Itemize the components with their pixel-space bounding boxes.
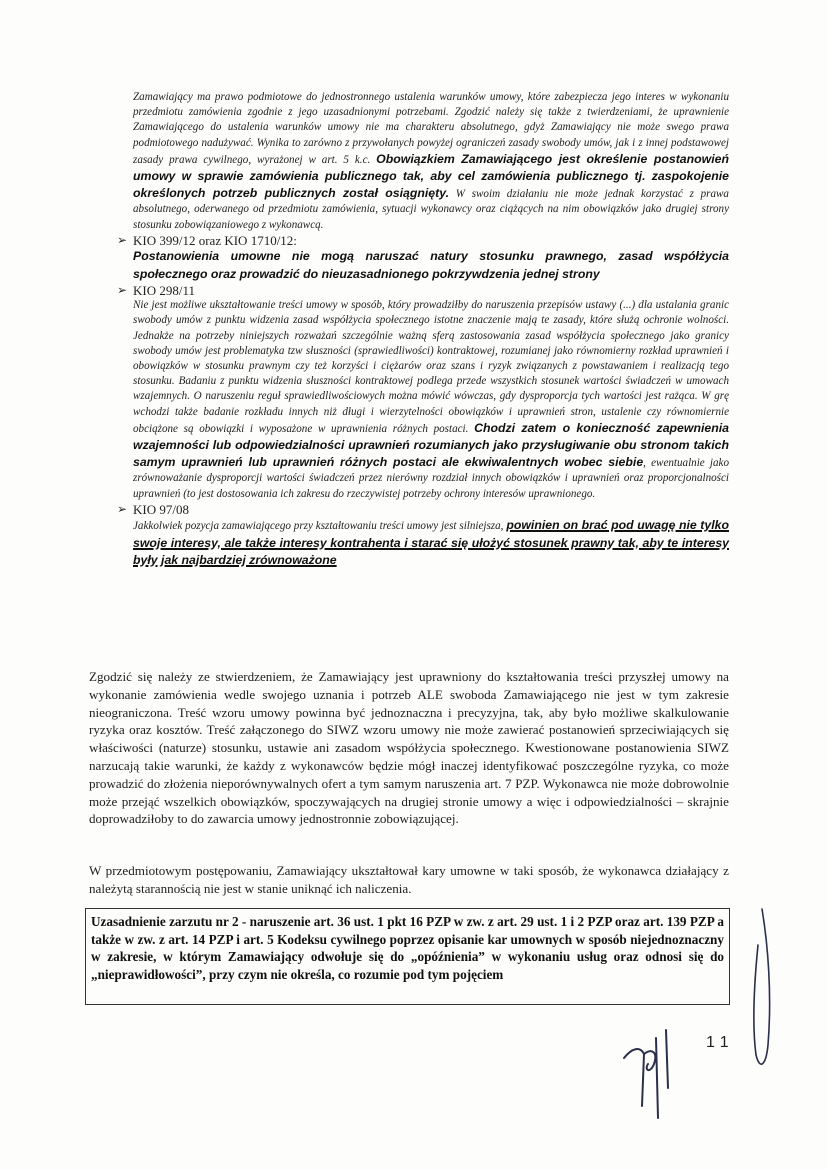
kio-citation-3-body: Jakkolwiek pozycja zamawiającego przy kształtowaniu treści umowy jest silniejsza, bbox=[133, 520, 504, 533]
argument-heading-box bbox=[85, 908, 730, 1005]
bullet-arrow-icon: ➢ bbox=[117, 282, 128, 297]
kio-citation-3 bbox=[117, 501, 729, 518]
kio-citation-2 bbox=[117, 282, 729, 299]
initial-mark bbox=[738, 905, 778, 1075]
quote-bold-obligation: Obowiązkiem Zamawiającego jest określenie postanowień umowy w sprawie zamówienia publicznego tak, aby cel zamówienia publicznego tj. zaspokojenie określonych potrzeb publicznych został osiągnięty. bbox=[133, 151, 729, 201]
body-paragraph-2: W przedmiotowym postępowaniu, Zamawiający ukształtował kary umowne w taki sposób, że wykonawca działający z należytą starannością nie jest w stanie uniknąć ich naliczenia. bbox=[89, 863, 729, 896]
quote-tail-text: W swoim działaniu nie może jednak korzystać z prawa absolutnego, oderwanego od przedmiotu zamówienia, sytuacji wykonawcy oraz ciążących na nim obowiązków jako drugiej strony stosunku zobowiązaniowego z wykonawcą. bbox=[133, 188, 729, 231]
quoted-jurisprudence bbox=[117, 90, 729, 569]
signature-mark bbox=[618, 1018, 698, 1128]
quote-paragraph-1 bbox=[133, 90, 729, 233]
argument-heading-text: Uzasadnienie zarzutu nr 2 - naruszenie art. 36 ust. 1 pkt 16 PZP w zw. z art. 29 ust. 1 i 2 PZP oraz art. 139 PZP a także w zw. z art. 14 PZP i art. 5 Kodeksu cywilnego poprzez opisanie kar umownych w sposób niejednoznaczny w zakresie, w którym Zamawiający odwołuje się do „opóźnienia” w wykonaniu usług oraz odnosi się do „nieprawidłowości”, przy czym nie określa, co rozumie pod tym pojęciem bbox=[91, 914, 724, 982]
kio-citation-1-text bbox=[133, 248, 729, 282]
kio-citation-1-bold: Postanowienia umowne nie mogą naruszać natury stosunku prawnego, zasad współżycia społecznego oraz prowadzić do nieuzasadnionego pokrzywdzenia jednej strony bbox=[133, 249, 729, 281]
bullet-arrow-icon: ➢ bbox=[117, 232, 128, 247]
kio-citation-2-text bbox=[133, 298, 729, 502]
kio-citation-1 bbox=[117, 232, 729, 249]
kio-citation-2-bold: Chodzi zatem o konieczność zapewnienia wzajemności lub odpowiedzialności uprawnień rozumianych jako przysługiwanie obu stronom takich samym uprawnień lub uprawnień różnych postaci ale ekwiwalentnych wobec siebie bbox=[133, 420, 729, 470]
body-paragraph-1: Zgodzić się należy ze stwierdzeniem, że Zamawiający jest uprawniony do kształtowania treści przyszłej umowy na wykonanie zamówienia wedle swojego uznania i potrzeb ALE swoboda Zamawiającego nie jest w tym zakresie nieograniczona. Treść wzoru umowy powinna być jednoznaczna i precyzyjna, tak, aby było możliwe skalkulowanie ryzyka oraz kosztów. Treść załączonego do SIWZ wzoru umowy nie może zawierać postanowień sprzeciwiających się właściwości (naturze) stosunku, ustawie ani zasadom współżycia społecznego. Kwestionowane postanowienia SIWZ narzucają takie warunki, że każdy z wykonawców będzie mógł inaczej identyfikować poszczególne ryzyka, co może prowadzić do złożenia nieporównywalnych ofert a tym samym naruszenia art. 7 PZP. Wykonawca nie może dobrowolnie może przejąć wszelkich obowiązków, spoczywających na drugiej stronie umowy a więc i odpowiedzialności – skrajnie doprowadziłoby to do zawarcia umowy jednostronnie zobowiązującej. bbox=[89, 669, 729, 827]
kio-citation-3-bold-underlined: powinien on brać pod uwagę nie tylko swoje interesy, ale także interesy kontrahenta i starać się ułożyć stosunek prawny tak, aby te interesy były jak najbardziej zrównoważone bbox=[133, 518, 729, 567]
quote-intro-text: Zamawiający ma prawo podmiotowe do jednostronnego ustalenia warunków umowy, które zabezpiecza jego interes w wykonaniu przedmiotu zamówienia zgodnie z jego uzasadnionymi potrzebami. Zgodzić należy się także z twierdzeniami, że uprawnienie Zamawiającego do ustalenia warunków umowy nie ma charakteru absolutnego, gdyż Zamawiający nie może swego prawa podmiotowego nadużywać. Wynika to zarówno z przywołanych powyżej ograniczeń zasady swobody umów, jak i z innej podstawowej zasady prawa cywilnego, wyrażonej w art. 5 k.c. bbox=[133, 91, 729, 166]
page-number: 11 bbox=[706, 1034, 735, 1051]
kio-citation-3-text bbox=[133, 517, 729, 569]
kio-citation-2-body: Nie jest możliwe ukształtowanie treści umowy w sposób, który prowadziłby do naruszenia przepisów ustawy (...) dla ustalania granic swobody umów z punktu widzenia zasad współżycia społecznego istotne znaczenie mają te zasady, które służą ochronie wolności. Jednakże na potrzeby niniejszych rozważań szczególnie ważną sferą zastosowania zasad współżycia społecznego jako granicy swobody umów jest problematyka tzw słuszności (sprawiedliwości) kontraktowej, rozumianej jako równomierny rozkład uprawnień i obowiązków w stosunku prawnym czy też korzyści i ciężarów oraz szans i ryzyk związanych z powstawaniem i realizacją tego stosunku. Badaniu z punktu widzenia słuszności kontraktowej podlega przede wszystkich stosunek wartości świadczeń w umowach wzajemnych. O naruszeniu reguł sprawiedliwościowych można mówić wówczas, gdy dysproporcja tych wartości jest rażąca. W grę wchodzi także badanie rozkładu innych niż długi i wierzytelności obowiązków i uprawnień stron, ustalenie czy równomiernie obciążone są obowiązki i wyposażone w uprawnienia różnych postaci. bbox=[133, 299, 729, 435]
bullet-arrow-icon: ➢ bbox=[117, 501, 128, 516]
kio-reference-label: KIO 298/11 bbox=[133, 282, 195, 298]
kio-citation-2-tail: , ewentualnie jako zrównoważanie dysproporcji wartości świadczeń przez nierówny rozdział innych obowiązków i uprawnień oraz proporcjonalności uprawnień (to jest dostosowania ich zakresu do rzeczywistej potrzeby ochrony interesów uprawnionego. bbox=[133, 457, 729, 500]
kio-reference-label: KIO 399/12 oraz KIO 1710/12: bbox=[133, 232, 297, 248]
kio-reference-label: KIO 97/08 bbox=[133, 501, 189, 517]
